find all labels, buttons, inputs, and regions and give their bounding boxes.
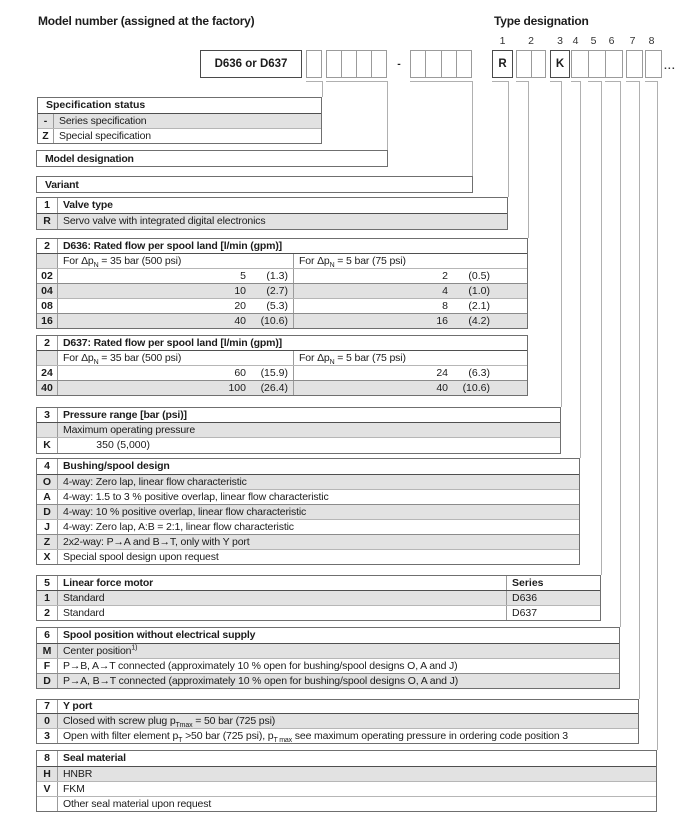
flow-cell: 10 (2.7) [58, 284, 294, 298]
connector-line [588, 81, 602, 82]
table-row [37, 781, 656, 796]
code-cell: 40 [37, 381, 58, 395]
connector-line [322, 81, 323, 97]
table-row [37, 713, 638, 728]
code-cell: Z [38, 129, 54, 143]
col-header: For $\Delta p_N = 35$ bar (500 psi) [58, 351, 294, 365]
code-cell: K [37, 438, 58, 453]
connector-line [626, 81, 640, 82]
pressure-range-table [36, 407, 561, 454]
col-header: For $\Delta p_N = 35$ bar (500 psi) [58, 254, 294, 268]
col-header: For $\Delta p_N = 5$ bar (75 psi) [299, 351, 406, 366]
connector-line [306, 81, 323, 82]
bushing-spool-table [36, 458, 580, 565]
y-port-table [36, 699, 639, 744]
model-number-dash: - [397, 58, 401, 70]
position-label-3: 3 [557, 35, 563, 47]
desc-cell: Standard [63, 591, 105, 604]
column-header-row [37, 253, 527, 268]
type-position-box-8 [645, 50, 662, 78]
position-label-7: 7 [629, 35, 636, 47]
table-row [38, 128, 321, 143]
desc-cell: 4-way: 1.5 to 3 % positive overlap, linear flow characteristic [63, 490, 329, 503]
desc-cell: Special specification [59, 129, 151, 142]
table-title: 4 Bushing/spool design [37, 459, 579, 474]
specification-status-table [37, 97, 322, 144]
table-title: 6 Spool position without electrical supply [37, 628, 619, 643]
connector-line [561, 81, 562, 407]
flow-cell: 4 (1.0) [442, 284, 490, 297]
col-header: Maximum operating pressure [63, 423, 196, 436]
flow-cell: 16 (4.2) [436, 314, 490, 327]
desc-cell: P→A, B→T connected (approximately 10 % open for bushing/spool designs O, A and J) [63, 674, 459, 687]
spec-status-box [306, 50, 322, 78]
desc-cell: Servo valve with integrated digital electronics [63, 215, 266, 227]
flow-cell: 60 (15.9) [58, 366, 294, 380]
position-label-2: 2 [528, 35, 534, 47]
desc-cell: Special spool design upon request [63, 550, 219, 563]
desc-cell: HNBR [63, 767, 93, 780]
series-cell: D636 [506, 591, 600, 605]
table-row [37, 673, 619, 688]
code-cell: 1 [37, 591, 58, 605]
desc-cell: FKM [63, 782, 85, 795]
flow-cell: 5 (1.3) [58, 269, 294, 283]
table-title: 7 Y port [37, 700, 638, 713]
connector-line [492, 81, 509, 82]
code-cell: 24 [37, 366, 58, 380]
table-row [37, 643, 619, 658]
code-cell: M [37, 644, 58, 658]
code-cell [37, 797, 58, 811]
table-row [37, 283, 527, 298]
spool-position-table [36, 627, 620, 689]
connector-line [528, 81, 529, 238]
type-position-box-2 [516, 50, 546, 78]
flow-cell: 20 (5.3) [58, 299, 294, 313]
table-row [37, 796, 656, 811]
table-title: 3 Pressure range [bar (psi)] [37, 408, 560, 422]
table-row [37, 534, 579, 549]
desc-cell: 4-way: Zero lap, linear flow characteristic [63, 475, 247, 488]
code-cell: - [38, 114, 54, 128]
series-header: Series [506, 576, 600, 590]
code-cell: 02 [37, 269, 58, 283]
code-cell [37, 351, 58, 365]
variant-cells [410, 50, 472, 78]
code-cell: 08 [37, 299, 58, 313]
variant-bar: Variant [36, 176, 473, 193]
type-position-box-7 [626, 50, 643, 78]
desc-cell: Series specification [59, 114, 147, 127]
table-row [37, 590, 600, 605]
code-cell: O [37, 475, 58, 489]
code-cell [37, 254, 58, 268]
position-label-1: 1 [499, 35, 506, 47]
connector-line [410, 81, 473, 82]
flow-cell: 40 (10.6) [58, 314, 294, 328]
table-title: 5 Linear force motor Series [37, 576, 600, 590]
table-title: 1 Valve type [37, 198, 507, 213]
table-row [37, 658, 619, 673]
type-position-box-1: R [492, 50, 513, 78]
code-cell: 04 [37, 284, 58, 298]
desc-cell: Standard [63, 606, 105, 619]
flow-cell: 100 (26.4) [58, 381, 294, 395]
code-cell: R [37, 214, 58, 229]
position-label-4: 4 [572, 35, 579, 47]
code-cell: F [37, 659, 58, 673]
col-header: For $\Delta p_N = 5$ bar (75 psi) [299, 254, 406, 269]
flow-cell: 8 (2.1) [442, 299, 490, 312]
desc-cell: Center position$^{1)}$ [63, 644, 138, 657]
connector-line [657, 81, 658, 750]
table-row [37, 380, 527, 395]
code-cell: 3 [37, 729, 58, 743]
table-title: Specification status [38, 98, 321, 113]
table-row [37, 766, 656, 781]
linear-force-motor-table [36, 575, 601, 621]
table-row [37, 298, 527, 313]
table-row [37, 313, 527, 328]
column-header-row [37, 350, 527, 365]
type-position-box-3: K [550, 50, 570, 78]
table-row [37, 268, 527, 283]
seal-material-table [36, 750, 657, 812]
code-cell: D [37, 674, 58, 688]
value-cell: 350 (5,000) [96, 439, 150, 451]
position-label-6: 6 [608, 35, 615, 47]
flow-cell: 2 (0.5) [442, 269, 490, 282]
code-cell: H [37, 767, 58, 781]
code-cell: 16 [37, 314, 58, 328]
series-cell: D637 [506, 606, 600, 620]
position-label-5: 5 [590, 35, 597, 47]
table-row [37, 213, 507, 229]
table-row [37, 489, 579, 504]
connector-line [601, 81, 602, 575]
desc-cell: 4-way: Zero lap, A:B = 2:1, linear flow characteristic [63, 520, 294, 533]
connector-line [387, 81, 388, 150]
desc-cell: Closed with screw plug $p_{Tmax} = 50$ bar (725 psi) [63, 714, 276, 729]
type-designation-heading: Type designation [494, 14, 589, 28]
code-cell: 2 [37, 606, 58, 620]
code-cell: V [37, 782, 58, 796]
table-row [38, 113, 321, 128]
desc-cell: Open with filter element $p_T >50$ bar (725 psi), $p_{T max}$ see maximum operating pressure in ordering code position 3 [63, 729, 568, 744]
d637-flow-table [36, 335, 528, 396]
code-cell: D [37, 505, 58, 519]
table-row [37, 474, 579, 489]
desc-cell: 4-way: 10 % positive overlap, linear flow characteristic [63, 505, 307, 518]
connector-line [639, 81, 640, 699]
table-title: 8 Seal material [37, 751, 656, 766]
desc-cell: P→B, A→T connected (approximately 10 % open for bushing/spool designs O, A and J) [63, 659, 458, 672]
d636-flow-table [36, 238, 528, 329]
table-row [37, 605, 600, 620]
connector-line [508, 81, 509, 197]
connector-line [620, 81, 621, 627]
desc-cell: Other seal material upon request [63, 797, 212, 810]
connector-line [472, 81, 473, 176]
code-cell: A [37, 490, 58, 504]
table-row [37, 504, 579, 519]
model-number-box: D636 or D637 [200, 50, 302, 78]
code-cell [37, 423, 58, 437]
model-designation-bar: Model designation [36, 150, 388, 167]
table-title: 2 D636: Rated flow per spool land [l/min (gpm)] [37, 239, 527, 253]
model-number-heading: Model number (assigned at the factory) [38, 14, 255, 28]
table-row [37, 437, 560, 453]
table-title: 2 D637: Rated flow per spool land [l/min (gpm)] [37, 336, 527, 350]
connector-line [580, 81, 581, 458]
code-cell: J [37, 520, 58, 534]
table-row [37, 549, 579, 564]
code-cell: X [37, 550, 58, 564]
connector-line [326, 81, 388, 82]
code-cell: 0 [37, 714, 58, 728]
flow-cell: 24 (6.3) [436, 366, 490, 379]
type-position-boxes-4-6 [571, 50, 623, 78]
ellipsis: ... [664, 60, 676, 72]
desc-cell: 2x2-way: P→A and B→T, only with Y port [63, 535, 250, 548]
table-row [37, 728, 638, 743]
model-designation-cells [326, 50, 387, 78]
position-label-8: 8 [648, 35, 655, 47]
connector-line [605, 81, 621, 82]
table-row [37, 365, 527, 380]
code-cell: Z [37, 535, 58, 549]
table-row [37, 519, 579, 534]
column-header-row [37, 422, 560, 437]
flow-cell: 40 (10.6) [436, 381, 490, 394]
valve-type-table [36, 197, 508, 230]
